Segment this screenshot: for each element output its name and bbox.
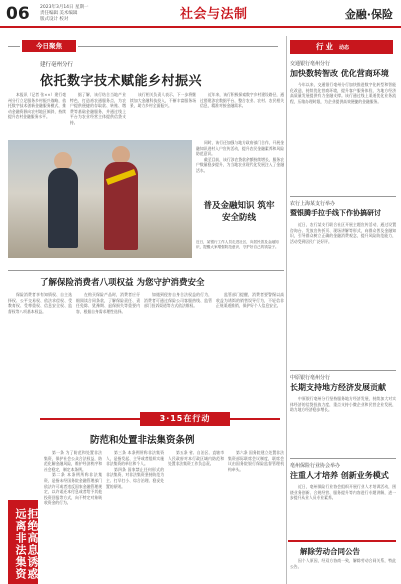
right-kicker-3: 中原银行亳州分行 xyxy=(290,375,331,381)
consumer-col-4 xyxy=(216,292,284,402)
right-divider xyxy=(290,370,396,371)
lead-paragraph: 本报讯（记者 张××）建行亳州分行立足服务乡村振兴战略，依托数字技术创新金融服务模式，推动金融资源向农村地区倾斜，持续提升农村金融服务水平。 xyxy=(8,92,66,120)
lead-col-5 xyxy=(196,140,284,196)
right-kicker-2: 农行上海某支行举办 xyxy=(290,201,336,207)
banner-title: 行业 xyxy=(316,42,335,51)
notice-paragraph: 因个人原因，经双方协商一致，解除劳动合同关系，特此公告。 xyxy=(290,558,396,569)
lead-paragraph: 据了解，该行结合当地产业特色，打造裕农通服务点，为农户提供便捷的存取款、转账、缴费等基础金融服务，并通过线上平台为农业经营主体提供信贷支持。 xyxy=(70,92,126,125)
illegal-paragraph: 第六条 国务院建立处置非法集资部际联席会议制度，联席会议由国务院银行保险监督管理机构牵头。 xyxy=(228,450,284,472)
notice-body xyxy=(290,558,396,584)
news-photo xyxy=(8,140,192,258)
right-headline-2: 暨银腾手拉手线下作协搞研讨 xyxy=(290,209,381,217)
notice-title: 解除劳动合同公告 xyxy=(300,547,360,556)
lead-col-4 xyxy=(200,92,284,138)
editor-text: 责任编辑 美术编辑 xyxy=(40,11,78,16)
lead-headline: 依托数字技术赋能乡村振兴 xyxy=(40,74,203,89)
section-name: 金融·保险 xyxy=(344,8,393,21)
illegal-paragraph: 第四条 国家禁止任何形式的非法集资，对非法集资坚持防范为主、打早打小、综合治理、稳妥处置的原则。 xyxy=(106,466,164,489)
right-body-1 xyxy=(290,82,396,192)
lead-col-1 xyxy=(8,92,66,138)
paper-name: 社会与法制 xyxy=(180,7,248,22)
industry-news-banner xyxy=(290,40,393,54)
consumer-paragraph: 监管部门提醒，消费者要警惕以高收益为诱饵的销售误导行为，不轻信非正规渠道推销，保护好个人信息安全。 xyxy=(216,292,284,309)
designer-text: 版式设计 校对 xyxy=(40,17,69,22)
illegal-paragraph: 第二条 本条例所称非法集资，是指未经国务院金融管理部门依法许可或者违反国家金融管理规定，以许诺还本付息或者给予其他投资回报等方式，向不特定对象吸收资金的行为。 xyxy=(44,472,102,506)
consumer-col-1 xyxy=(8,292,72,402)
lead-col-2 xyxy=(70,92,126,138)
consumer-paragraph: 保险消费者享有知情权、自主选择权、公平交易权、依法求偿权、受教育权、受尊重权、信息安全权、监督权等八项基本权益。 xyxy=(8,292,72,314)
illegal-col-2 xyxy=(106,450,164,584)
consumer-col-2 xyxy=(76,292,140,402)
right-paragraph: 近日，亳州保险行业协会组织开展行业人才培训活动，围绕业务创新、合规经营、服务提升等内容进行专题讲解，进一步提升从业人员专业素养。 xyxy=(290,484,396,501)
banner-rule-right xyxy=(78,46,278,47)
consumer-paragraph: 如遇到侵害自身合法权益的行为，消费者可通过保险公司客服热线、监管部门投诉渠道等方式依法维权。 xyxy=(144,292,212,309)
lead-paragraph: 截至目前，该行涉农贷款余额持续增长，服务农户数量稳步提升，为当地农业现代化发展注入了金融活水。 xyxy=(196,156,284,173)
illegal-col-3 xyxy=(168,450,224,584)
consumer-col-3 xyxy=(144,292,212,402)
right-kicker-1: 交通银行亳州分行 xyxy=(290,61,331,67)
right-kicker-4: 亳州保险行业协会举办 xyxy=(290,463,341,469)
illegal-headline: 防范和处置非法集资条例 xyxy=(90,435,195,446)
right-paragraph: 今年以来，交通银行亳州分行加快推进数字化转型和智能化改造，持续优化营商环境，提升客户服务体验，为地方经济高质量发展提供有力金融支撑。该行通过线上渠道优化业务流程，压缩办理时限，为企业提供高效便捷的金融服务。 xyxy=(290,82,396,104)
right-paragraph: 中原银行亳州分行坚持服务地方经济发展，持续加大对实体经济的信贷投放力度，重点支持小微企业和民营企业发展，助力地方经济稳步增长。 xyxy=(290,396,396,413)
lead-paragraph: 该行相关负责人表示，下一步将继续加大金融科技投入，不断丰富服务场景，助力乡村全面振兴。 xyxy=(130,92,196,109)
banner-rule-left xyxy=(8,46,20,47)
mid-banner: 3·15在行动 xyxy=(140,412,230,426)
lead-paragraph: 近年来，该行积极探索数字乡村建设路径，通过搭建涉农数据平台，整合农业、农村、农民相关信息，精准对接金融需求。 xyxy=(200,92,284,109)
person-figure xyxy=(48,168,78,248)
illegal-paragraph: 第五条 省、自治区、直辖市人民政府对本行政区域内防范和处置非法集资工作负总责。 xyxy=(168,450,224,467)
right-headline-1: 加快数转智改 优化营商环境 xyxy=(290,69,389,78)
lead-col-3 xyxy=(130,92,196,138)
today-focus-banner: 今日聚焦 xyxy=(22,40,76,52)
photo-caption: 近日，某银行工作人员走进社区，向居民普及金融知识，提醒大家增强防范意识，守护好自己的钱袋子。 xyxy=(196,240,279,249)
right-divider xyxy=(290,196,396,197)
right-headline-3: 长期支持地方经济发展贡献 xyxy=(290,383,386,392)
masthead xyxy=(0,0,401,28)
banner-sub: 动态 xyxy=(339,45,350,51)
photo-caption-title: 普及金融知识 筑牢安全防线 xyxy=(203,201,275,223)
page-number: 06 xyxy=(6,4,30,24)
illegal-col-4 xyxy=(228,450,284,584)
section-divider xyxy=(8,270,284,271)
date-line xyxy=(40,5,88,23)
consumer-paragraph: 在购买保险产品时，消费者应仔细阅读合同条款，了解保险责任、责任免除、犹豫期、退保损失等重要内容，根据自身需求理性选择。 xyxy=(76,292,140,314)
illegal-paragraph: 第一条 为了防范和处置非法集资，保护社会公众合法权益，防范化解金融风险，维护经济秩序和社会稳定，制定本条例。 xyxy=(44,450,102,472)
date-text: 2023年3月14日 星期一 xyxy=(40,5,89,10)
right-paragraph: 近日，农行某支行联合社区开展主题宣传活动，通过设置咨询台、发放宣传折页、现场讲解等形式，向群众普及金融知识，引导群众树立正确的金融消费观念，提升风险防范能力，活动受到居民广泛好评。 xyxy=(290,222,396,244)
right-body-2 xyxy=(290,222,396,358)
right-body-4 xyxy=(290,484,396,536)
right-body-3 xyxy=(290,396,396,452)
column-divider xyxy=(286,36,287,584)
illegal-paragraph: 第三条 本条例所称非法集资人，是指发起、主导或者组织实施非法集资的单位和个人。 xyxy=(106,450,164,467)
lead-paragraph: 同时，该行还加强与地方政府部门合作，开展金融知识进村入户宣传活动，提升农民金融素养和风险防范意识。 xyxy=(196,140,284,157)
right-headline-4: 注重人才培养 创新业务模式 xyxy=(290,471,389,480)
consumer-headline: 了解保险消费者八项权益 为您守护消费安全 xyxy=(40,278,205,288)
illegal-col-1 xyxy=(44,450,102,584)
right-divider xyxy=(290,458,396,459)
vertical-banner: 拒绝高息诱惑 远离非法集资 xyxy=(8,500,38,584)
lead-kicker: 建行亳州分行 xyxy=(40,62,74,68)
